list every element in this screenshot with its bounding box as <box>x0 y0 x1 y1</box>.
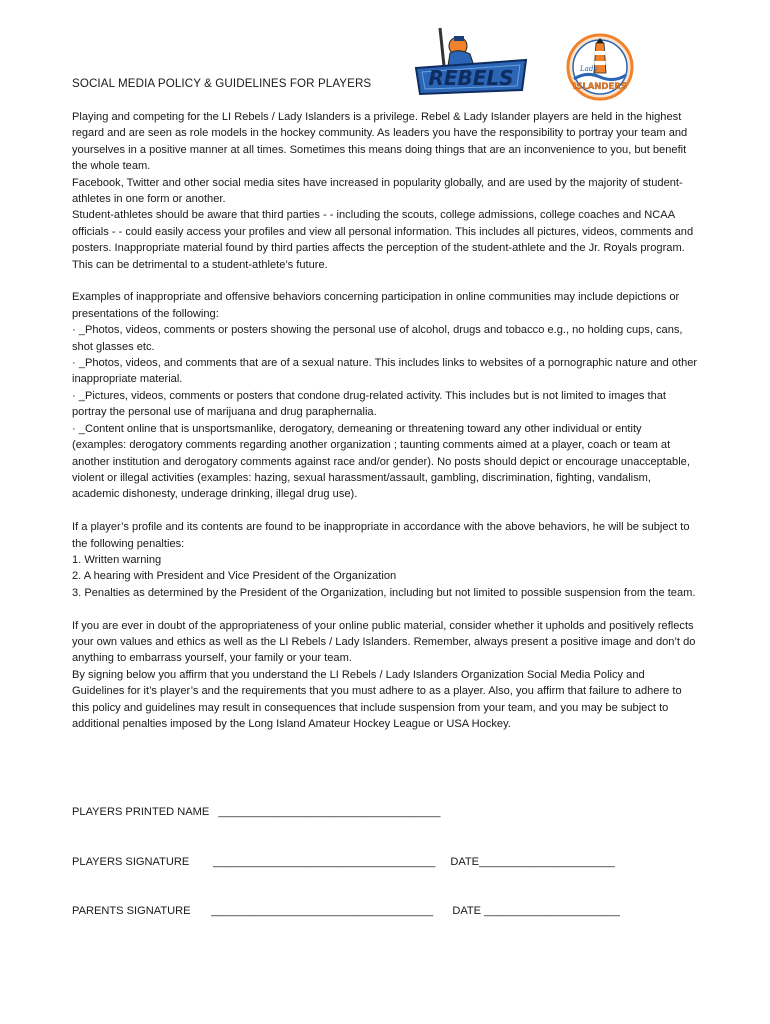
parents-signature-label: PARENTS SIGNATURE <box>72 905 191 917</box>
rebels-hockey-logo-icon <box>414 26 528 96</box>
players-printed-name-row <box>72 806 440 818</box>
document-title: SOCIAL MEDIA POLICY & GUIDELINES FOR PLAYERS <box>72 77 372 90</box>
players-date-field[interactable]: ______________________ <box>479 856 615 868</box>
parents-signature-row <box>72 905 620 917</box>
players-signature-row <box>72 856 615 868</box>
paragraph-intro: Playing and competing for the LI Rebels / Lady Islanders is a privilege. Rebel & Lady Islander players are held in the highest regard and are seen as role models in the hockey community. As leaders you have the responsibility to portray your team and yourselves in a positive manner at all times. Sometimes this means doing things that are an inconvenience to you, but benefit the whole team. <box>72 111 688 173</box>
rebels-logo-text: REBELS <box>428 66 514 90</box>
players-printed-name-label: PLAYERS PRINTED NAME <box>72 806 210 818</box>
paragraph-gap <box>72 503 698 519</box>
paragraph-third-parties: Student-athletes should be aware that third parties - - including the scouts, college admissions, college coaches and NCAA officials - - could easily access your profiles and view all personal information. This includes all pictures, videos, comments and posters. Inappropriate material found by third parties affects the perception of the student-athlete and the Jr. Royals program. This can be detrimental to a student-athlete’s future. <box>72 209 694 271</box>
parents-signature-field[interactable]: ____________________________________ <box>211 905 434 917</box>
paragraph-examples-intro: Examples of inappropriate and offensive behaviors concerning participation in online communities may include depictions or presentations of the following: <box>72 291 680 320</box>
paragraph-doubt: If you are ever in doubt of the appropriateness of your online public material, consider whether it upholds and positively reflects your own values and ethics as well as the LI Rebels / Lady Islanders. Remember, always present a positive image and don’t do anything to embarrass yourself, your family or your team. <box>72 619 696 665</box>
paragraph-social-media: Facebook, Twitter and other social media sites have increased in popularity globally, and are used by the majority of student-athletes in one form or another. <box>72 176 683 206</box>
policy-body <box>72 109 698 732</box>
penalty-3: 3. Penalties as determined by the President of the Organization, including but not limited to possible suspension from the team. <box>72 586 696 599</box>
lady-islanders-logo-icon <box>566 33 634 101</box>
players-signature-label: PLAYERS SIGNATURE <box>72 856 190 868</box>
paragraph-gap <box>72 273 698 289</box>
players-date-label: DATE <box>450 856 480 868</box>
paragraph-affirm: By signing below you affirm that you understand the LI Rebels / Lady Islanders Organization Social Media Policy and Guidelines for it’s player’s and the requirements that you must adhere to as a player. Also, you affirm that failure to adhere to this policy and guidelines may result in consequences that include suspension from your team, and you may be subject to additional penalties imposed by the Long Island Amateur Hockey League or USA Hockey. <box>72 668 682 730</box>
paragraph-penalties-intro: If a player’s profile and its contents are found to be inappropriate in accordance with the above behaviors, he will be subject to the following penalties: <box>72 521 690 550</box>
bullet-alcohol: · _Photos, videos, comments or posters showing the personal use of alcohol, drugs and tobacco e.g., no holding cups, cans, shot glasses etc. <box>72 324 683 353</box>
parents-date-field[interactable]: ______________________ <box>484 905 620 917</box>
bullet-sexual: · _Photos, videos, and comments that are of a sexual nature. This includes links to websites of a pornographic nature and other inappropriate material. <box>72 357 698 386</box>
parents-date-label: DATE <box>452 905 485 917</box>
islanders-logo-text: ISLANDERS <box>573 82 627 92</box>
bullet-unsportsmanlike: · _Content online that is unsportsmanlike, derogatory, demeaning or threatening toward any other individual or entity (examples: derogatory comments regarding another organization ; taunting comments aimed at a player, coach or team at another institution and derogatory comments against race and/or gender). No posts should depict or encourage unacceptable, violent or illegal activities (examples: hazing, sexual harassment/assault, gambling, discrimination, fighting, vandalism, academic dishonesty, underage drinking, illegal drug use). <box>72 422 690 501</box>
islanders-logo-script: Lady <box>580 65 598 73</box>
penalty-2: 2. A hearing with President and Vice President of the Organization <box>72 570 397 583</box>
players-signature-field[interactable]: ____________________________________ <box>213 856 436 868</box>
paragraph-gap <box>72 601 698 617</box>
bullet-drugs: · _Pictures, videos, comments or posters that condone drug-related activity. This includes but is not limited to images that portray the personal use of marijuana and drug paraphernalia. <box>72 389 667 419</box>
penalty-1: 1. Written warning <box>72 553 162 566</box>
players-printed-name-field[interactable]: ____________________________________ <box>218 806 441 818</box>
